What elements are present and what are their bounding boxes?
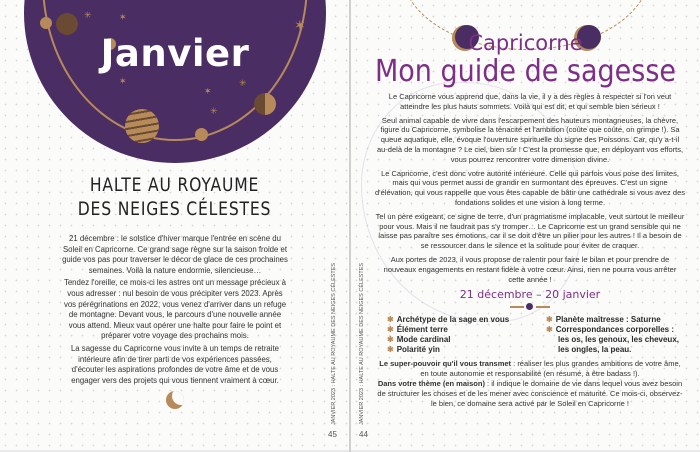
superpower-text: : réaliser les plus grandes ambitions de votre âme, en toute autonomie et responsabilité (en résumé, à être badass !). bbox=[420, 359, 681, 379]
list-item bbox=[546, 315, 679, 325]
paragraph: Le Capricorne, c'est donc votre autorité intérieure. Celle qui parfois vous pose des limites, mais qui vous permet aussi de grandir en surmontant des épreuves. C'est un signe d'élévation, qui vous rappelle que vous êtes capable de bâtir une cathédrale si vous avez des fondations solides et une vision à long terme. bbox=[375, 168, 685, 207]
left-page bbox=[0, 0, 349, 450]
sign-name: Capricorne bbox=[468, 31, 583, 55]
list-item bbox=[387, 335, 509, 345]
star-icon: ✳ bbox=[239, 78, 247, 88]
theme-text: : il indique le domaine de vie dans lequel vous avez besoin de structurer les choses et de les mener avec conscience et maturité. Ce mois-ci, observez-le bien, ce domaine sera activé par le Soleil en Capricorne ! bbox=[377, 378, 683, 408]
night-sky-illustration bbox=[24, 0, 326, 163]
star-icon: ✳ bbox=[84, 10, 92, 20]
body-column bbox=[375, 92, 685, 408]
star-icon: ✳ bbox=[210, 106, 218, 116]
paragraph: Aux portes de 2023, il vous propose de ralentir pour faire le bilan et pour prendre de nouveaux engagements en restant fidèle à votre cœur. Ainsi, rien ne pourra vous arrêter cette année ! bbox=[383, 254, 677, 284]
list-item bbox=[546, 325, 679, 335]
star-bullet-icon: ✱ bbox=[387, 345, 394, 355]
page-title: Mon guide de sagesse bbox=[374, 54, 677, 89]
moon-planet-icon bbox=[254, 93, 276, 115]
running-header: JANVIER 2023 : HALTE AU ROYAUME DES NEIGES CÉLESTES bbox=[331, 262, 337, 425]
list-item bbox=[387, 345, 509, 355]
star-icon: ✶ bbox=[204, 86, 212, 96]
chapter-title-line: DES NEIGES CÉLESTES bbox=[77, 198, 272, 220]
star-icon: ✶ bbox=[294, 17, 306, 33]
paragraph: Tendez l'oreille, ce mois-ci les astres ont un message précieux à vous adresser : nul besoin de vous précipiter vers 2023. Après vos pérégrinations en 2022, vous venez d'arriver dans un refuge de montagne. Devant vous, le parcours d'une nouvelle année vous attend. Mieux vaut opérer une halte pour faire le point et préparer votre voyage des prochains mois. bbox=[63, 278, 287, 341]
page-number: 45 bbox=[328, 430, 337, 439]
planet-icon bbox=[195, 128, 208, 141]
star-icon: ✶ bbox=[119, 12, 127, 22]
list-item-label: Mode cardinal bbox=[396, 335, 451, 345]
star-bullet-icon: ✱ bbox=[387, 315, 394, 325]
star-bullet-icon: ✱ bbox=[546, 325, 553, 335]
superpower-label: Le super-pouvoir qu'il vous transmet bbox=[379, 359, 512, 369]
list-item-cont: les os, les genoux, les cheveux, bbox=[558, 335, 679, 345]
star-icon: ✶ bbox=[119, 76, 127, 86]
planet-icon bbox=[40, 17, 52, 29]
list-item-label: Planète maîtresse : Saturne bbox=[555, 315, 661, 325]
list-item-label: Élément terre bbox=[396, 325, 448, 335]
traits-list bbox=[387, 315, 509, 355]
list-item bbox=[387, 315, 509, 325]
summary-text bbox=[375, 359, 685, 408]
date-range: 21 décembre – 20 janvier bbox=[459, 288, 601, 302]
right-page bbox=[351, 0, 700, 450]
list-item-label: Archétype de la sage en vous bbox=[396, 315, 510, 325]
paragraph: Tel un père exigeant, ce signe de terre, d'un pragmatisme implacable, veut surtout le meilleur pour vous. Mais il ne faudrait pas s'y tromper… Le Capricorne est un grand sensible qui ne laisse pas paraître ses émotions, car il se doit d'être un pilier pour les autres ! Il a besoin de se ressourcer dans le silence et la solitude pour éviter de craquer. bbox=[375, 211, 685, 251]
running-header: JANVIER 2023 : HALTE AU ROYAUME DES NEIGES CÉLESTES bbox=[359, 262, 365, 425]
theme-label: Dans votre thème (en maison) bbox=[377, 378, 485, 388]
intro-text bbox=[62, 234, 288, 409]
paragraph: Seul animal capable de vivre dans l'escarpement des hauteurs montagneuses, la chèvre, figure du Capricorne, symbolise la ténacité et l'ambition (coûte que coûte, on grimpe !). Sa queue aquatique, elle, évoque l'ouverture spirituelle du signe des Poissons. Car, qu'y a-t-il au-delà de la montagne ? Le ciel, bien sûr ! C'est la promesse que, en déployant vos efforts, vous pourrez rencontrer votre dimension divine. bbox=[376, 115, 684, 164]
crescent-moon-icon bbox=[166, 391, 184, 409]
traits-lists bbox=[375, 315, 685, 355]
list-item-label: Polarité yin bbox=[396, 345, 440, 355]
list-item bbox=[387, 325, 509, 335]
star-bullet-icon: ✱ bbox=[387, 335, 394, 345]
star-bullet-icon: ✱ bbox=[546, 315, 553, 325]
chapter-title-line: HALTE AU ROYAUME bbox=[89, 174, 260, 196]
list-item-cont: les ongles, la peau. bbox=[558, 345, 632, 355]
paragraph: La sagesse du Capricorne vous invite à un temps de retraite intérieure afin de tirer parti de vos expériences passées, d'écouter les aspirations profondes de votre âme et de vous engager vers des projets qui vous tiennent vraiment à cœur. bbox=[70, 343, 280, 385]
jupiter-icon bbox=[125, 109, 159, 143]
traits-list-2 bbox=[546, 315, 679, 355]
star-bullet-icon: ✱ bbox=[387, 325, 394, 335]
list-item-label: Correspondances corporelles : bbox=[555, 325, 675, 335]
paragraph: Le Capricorne vous apprend que, dans la vie, il y a des règles à respecter si l'on veut atteindre les plus hauts sommets. Voilà qui est dit, et qui semble bien sérieux ! bbox=[388, 92, 672, 111]
ornament-divider bbox=[510, 303, 550, 310]
page-number: 44 bbox=[359, 430, 368, 439]
month-title: Janvier bbox=[100, 32, 250, 75]
paragraph: 21 décembre : le solstice d'hiver marque l'entrée en scène du Soleil en Capricorne. Ce grand sage règne sur la saison froide et guide vos pas pour traverser le décor de glace de ces prochaines semaines. Voilà la nature endormie, silencieuse… bbox=[62, 234, 288, 275]
chapter-title bbox=[31, 173, 317, 221]
